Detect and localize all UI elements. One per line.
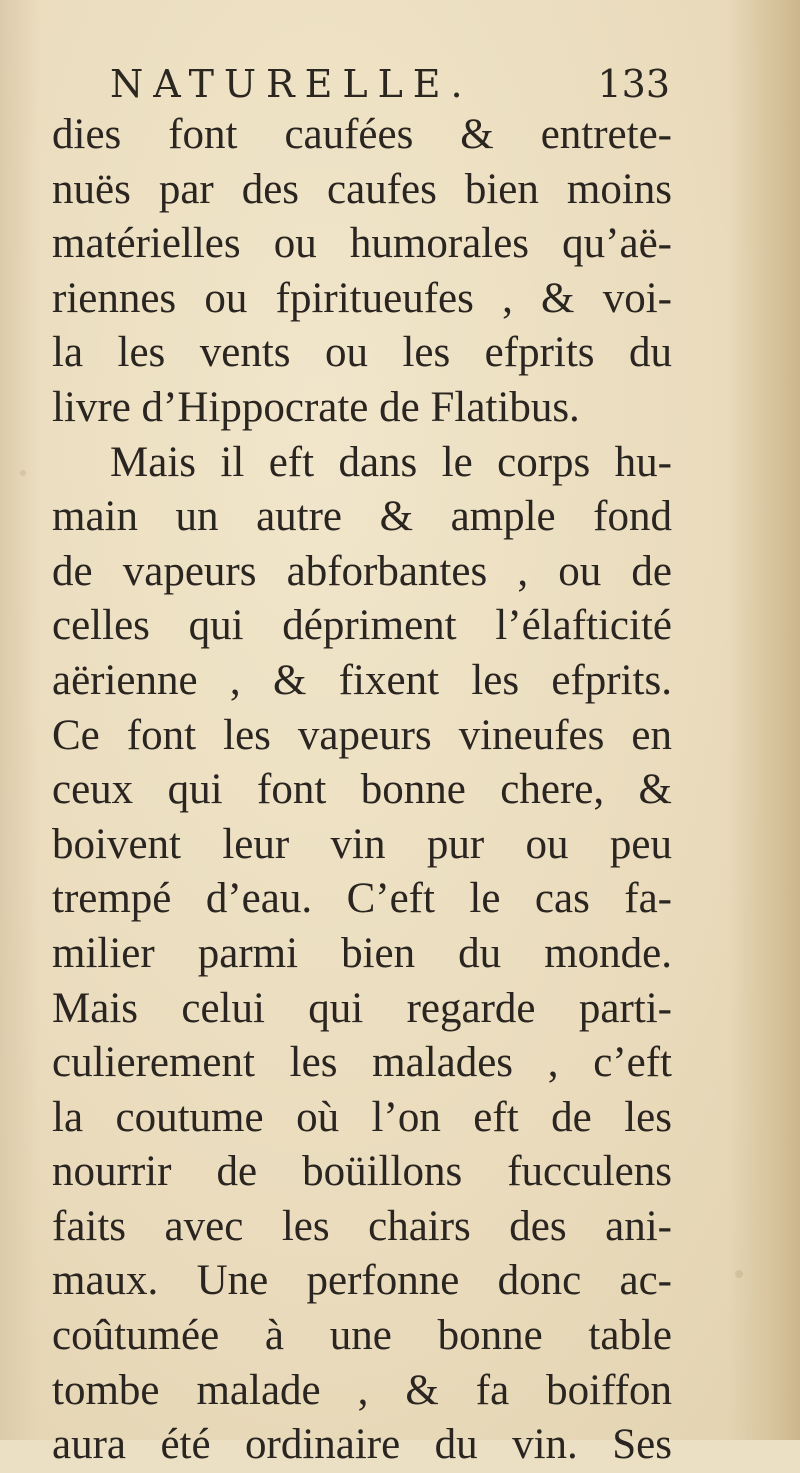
text-line: dies font caufées & entrete- (52, 111, 672, 158)
text-line: livre d’Hippocrate de Flatibus. (52, 383, 580, 431)
text-line: culierement les malades , c’eft (52, 1039, 672, 1087)
text-line: main un autre & ample fond (52, 493, 672, 541)
text-line: tombe malade , & fa boiffon (52, 1366, 672, 1414)
body-text (52, 108, 672, 1473)
text-line: Mais il eft dans le corps hu- (110, 438, 672, 486)
text-line: matérielles ou humorales qu’aë- (52, 220, 672, 268)
running-title: NATURELLE. (110, 62, 473, 106)
text-line: riennes ou fpiritueufes , & voi- (52, 274, 672, 322)
text-line: nourrir de boüillons fucculens (52, 1148, 672, 1196)
page-shadow-left (0, 0, 40, 1440)
page-number: 133 (597, 62, 670, 106)
text-line: celles qui dépriment l’élafticité (52, 602, 672, 650)
text-line: boivent leur vin pur ou peu (52, 820, 672, 868)
text-line: la coutume où l’on eft de les (52, 1093, 672, 1141)
text-line: milier parmi bien du monde. (52, 929, 672, 977)
text-line: trempé d’eau. C’eft le cas fa- (52, 875, 672, 923)
text-line: nuës par des caufes bien moins (52, 165, 672, 213)
paper-stain (20, 470, 26, 476)
page-shadow-right (728, 0, 800, 1440)
text-line: aërienne , & fixent les efprits. (52, 656, 672, 704)
paper-stain (735, 1270, 743, 1278)
text-line: maux. Une perfonne donc ac- (52, 1257, 672, 1305)
text-line: de vapeurs abforbantes , ou de (52, 547, 672, 595)
text-line: coûtumée à une bonne table (52, 1312, 672, 1360)
text-line: la les vents ou les efprits du (52, 329, 672, 377)
text-line: ceux qui font bonne chere, & (52, 766, 672, 814)
text-line: aura été ordinaire du vin. Ses (52, 1421, 672, 1469)
text-line: Ce font les vapeurs vineufes en (52, 711, 672, 759)
text-line: faits avec les chairs des ani- (52, 1202, 672, 1250)
text-line: Mais celui qui regarde parti- (52, 984, 672, 1032)
